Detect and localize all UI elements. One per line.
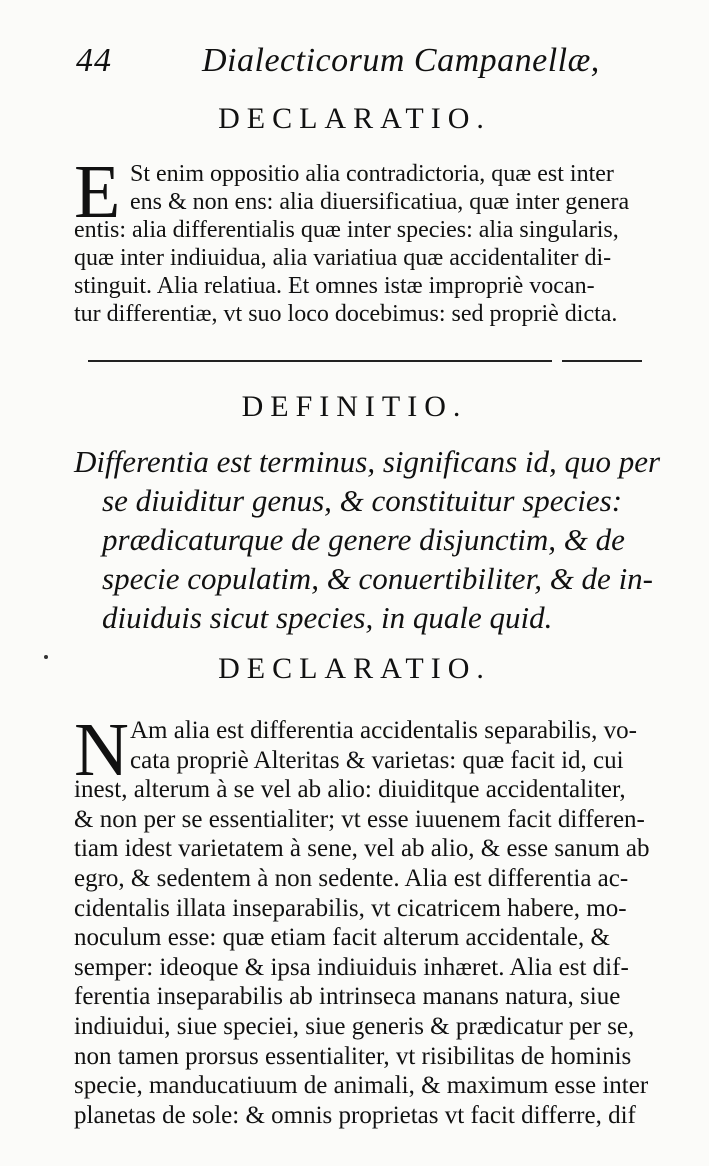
definition-line: specie copulatim, & conuertibiliter, & de in- bbox=[102, 561, 654, 596]
text-line: specie, manducatiuum de animali, & maximum esse inter bbox=[74, 1072, 649, 1100]
definition-line: prædicaturque de genere disjunctim, & de bbox=[102, 522, 625, 557]
text-line: ferentia inseparabilis ab intrinseca manans natura, siue bbox=[74, 983, 621, 1011]
text-line: indiuidui, siue speciei, siue generis & prædicatur per se, bbox=[74, 1012, 635, 1040]
definition-line: diuiduis sicut species, in quale quid. bbox=[102, 600, 553, 635]
section-heading-definitio: DEFINITIO. bbox=[241, 390, 468, 423]
text-line: tiam idest varietatem à sene, vel ab alio, & esse sanum ab bbox=[74, 835, 650, 863]
text-line: stinguit. Alia relatiua. Et omnes istæ impropriè vocan- bbox=[74, 273, 595, 299]
text-line: entis: alia differentialis quæ inter species: alia singularis, bbox=[74, 217, 619, 243]
section-heading-declaratio-2: DECLARATIO. bbox=[218, 652, 491, 685]
running-head: Dialecticorum Campanellæ, bbox=[202, 42, 600, 79]
ink-speck bbox=[44, 655, 48, 659]
section-heading-declaratio-1: DECLARATIO. bbox=[218, 102, 491, 135]
text-line: ens & non ens: alia diuersificatiua, quæ inter genera bbox=[130, 189, 630, 215]
page-number: 44 bbox=[76, 42, 112, 79]
text-line: & non per se essentialiter; vt esse iuuenem facit differen- bbox=[74, 805, 645, 833]
definition-line: se diuiditur genus, & constituitur species: bbox=[102, 483, 623, 518]
definition-line: Differentia est terminus, significans id, quo per bbox=[74, 444, 661, 479]
text-line: quæ inter indiuidua, alia variatiua quæ accidentaliter di- bbox=[74, 245, 612, 271]
text-line: Am alia est differentia accidentalis separabilis, vo- bbox=[130, 717, 637, 744]
text-line: semper: ideoque & ipsa indiuiduis inhæret. Alia est dif- bbox=[74, 953, 629, 981]
definition-text bbox=[74, 442, 674, 637]
declaratio-paragraph-1 bbox=[74, 160, 656, 328]
drop-cap-n: N bbox=[74, 708, 129, 792]
text-line: cidentalis illata inseparabilis, vt cicatricem habere, mo- bbox=[74, 894, 627, 922]
text-line: tur differentiæ, vt suo loco docebimus: sed propriè dicta. bbox=[74, 301, 618, 327]
text-line: non tamen prorsus essentialiter, vt risibilitas de hominis bbox=[74, 1042, 632, 1070]
text-line: noculum esse: quæ etiam facit alterum accidentale, & bbox=[74, 924, 610, 952]
text-line: cata propriè Alteritas & varietas: quæ facit id, cui bbox=[130, 746, 624, 774]
drop-cap-e: E bbox=[74, 150, 121, 234]
text-line: egro, & sedentem à non sedente. Alia est differentia ac- bbox=[74, 864, 629, 892]
text-line: planetas de sole: & omnis proprietas vt facit differre, dif bbox=[74, 1101, 636, 1129]
page-header bbox=[76, 42, 676, 86]
section-divider-tail bbox=[562, 360, 642, 362]
text-line: inest, alterum à se vel ab alio: diuiditque accidentaliter, bbox=[74, 776, 626, 804]
section-divider bbox=[88, 360, 552, 362]
text-line: St enim oppositio alia contradictoria, quæ est inter bbox=[130, 161, 614, 187]
declaratio-paragraph-2 bbox=[74, 716, 656, 1130]
